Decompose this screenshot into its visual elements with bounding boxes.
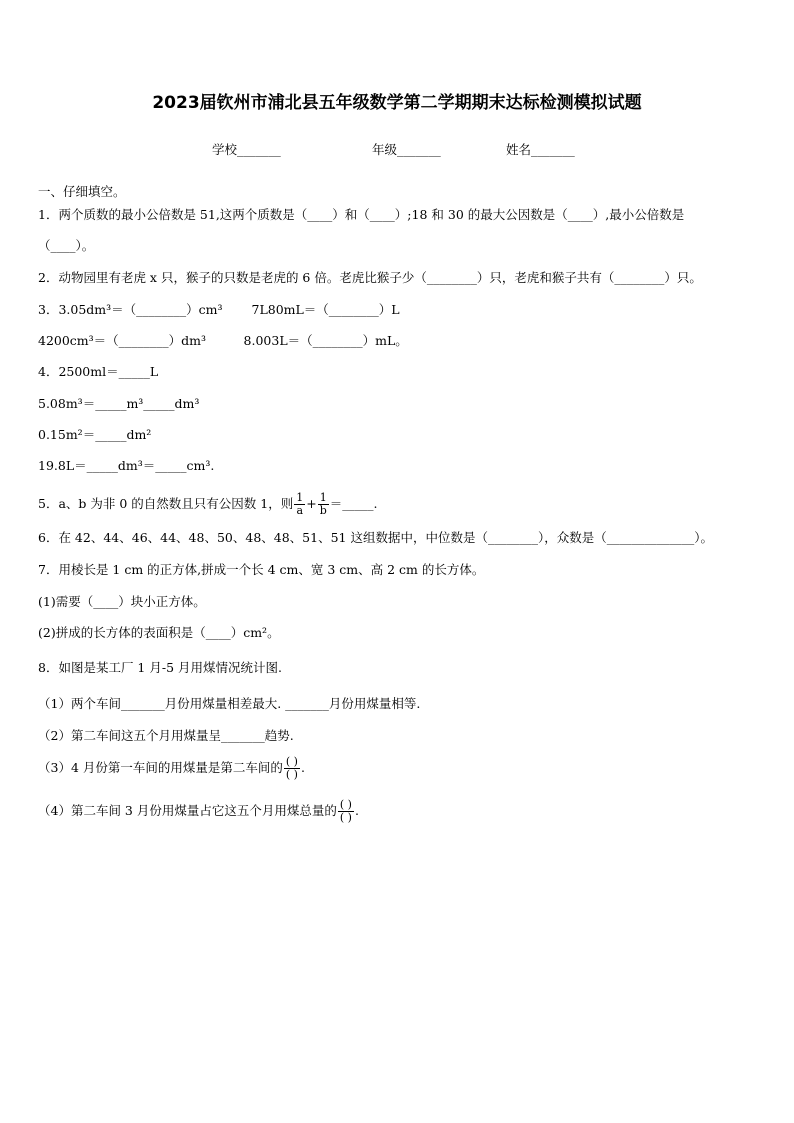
question-6: 6．在 42、44、46、44、48、50、48、48、51、51 这组数据中，中位数是（________），众数是（______________）。	[38, 530, 713, 545]
question-3-line-2: 4200cm³＝（________）dm³ 8.003L＝（________）mL。	[38, 333, 408, 348]
fraction-blank: $\frac{( )}{( )}$	[285, 755, 298, 781]
question-1-continued: （____）。	[38, 238, 95, 253]
grade-field: 年级_______	[372, 142, 441, 157]
fraction-blank: $\frac{( )}{( )}$	[339, 798, 352, 824]
question-1: 1．两个质数的最小公倍数是 51,这两个质数是（____）和（____）;18 和 30 的最大公因数是（____）,最小公倍数是	[38, 207, 685, 222]
question-5-prefix: 5．a、b 为非 0 的自然数且只有公因数 1，则	[38, 496, 294, 511]
fraction-1-over-b: $\frac{1}{b}$	[319, 491, 327, 517]
question-3-line-1: 3．3.05dm³＝（________）cm³ 7L80mL＝（________）L	[38, 302, 400, 317]
school-field: 学校_______	[212, 142, 281, 157]
question-4-line-3: 0.15m²＝_____dm²	[38, 427, 152, 442]
fraction-1-over-a: $\frac{1}{a}$	[296, 491, 304, 517]
question-4-line-1: 4．2500ml＝_____L	[38, 364, 159, 379]
question-8-part-4: （4）第二车间 3 月份用煤量占它这五个月用煤总量的 $\frac{( )}{( )}$ .	[38, 798, 359, 824]
question-7-part-2: (2)拼成的长方体的表面积是（____）cm²。	[38, 625, 280, 640]
plus-sign: +	[306, 496, 317, 511]
question-7-part-1: (1)需要（____）块小正方体。	[38, 594, 206, 609]
page-title: 2023届钦州市浦北县五年级数学第二学期期末达标检测模拟试题	[152, 93, 642, 113]
question-4-line-2: 5.08m³＝_____m³_____dm³	[38, 396, 200, 411]
question-2: 2．动物园里有老虎 x 只，猴子的只数是老虎的 6 倍。老虎比猴子少（________）只，老虎和猴子共有（________）只。	[38, 270, 702, 285]
question-5	[38, 492, 377, 517]
section-heading: 一、仔细填空。	[38, 184, 126, 199]
question-8-part-3: （3）4 月份第一车间的用煤量是第二车间的 $\frac{( )}{( )}$ .	[38, 755, 305, 781]
question-8-part-2: （2）第二车间这五个月用煤量呈_______趋势.	[38, 728, 294, 743]
question-8-part-1: （1）两个车间_______月份用煤量相差最大. _______月份用煤量相等.	[38, 696, 421, 711]
question-7: 7．用棱长是 1 cm 的正方体,拼成一个长 4 cm、宽 3 cm、高 2 cm 的长方体。	[38, 562, 485, 577]
question-8-part-4-text: （4）第二车间 3 月份用煤量占它这五个月用煤总量的	[38, 803, 337, 818]
question-4-line-4: 19.8L＝_____dm³＝_____cm³.	[38, 458, 215, 473]
question-8: 8．如图是某工厂 1 月-5 月用煤情况统计图.	[38, 660, 282, 675]
name-field: 姓名_______	[506, 142, 575, 157]
question-5-suffix: ＝_____.	[329, 496, 378, 511]
question-8-part-3-text: （3）4 月份第一车间的用煤量是第二车间的	[38, 760, 283, 775]
